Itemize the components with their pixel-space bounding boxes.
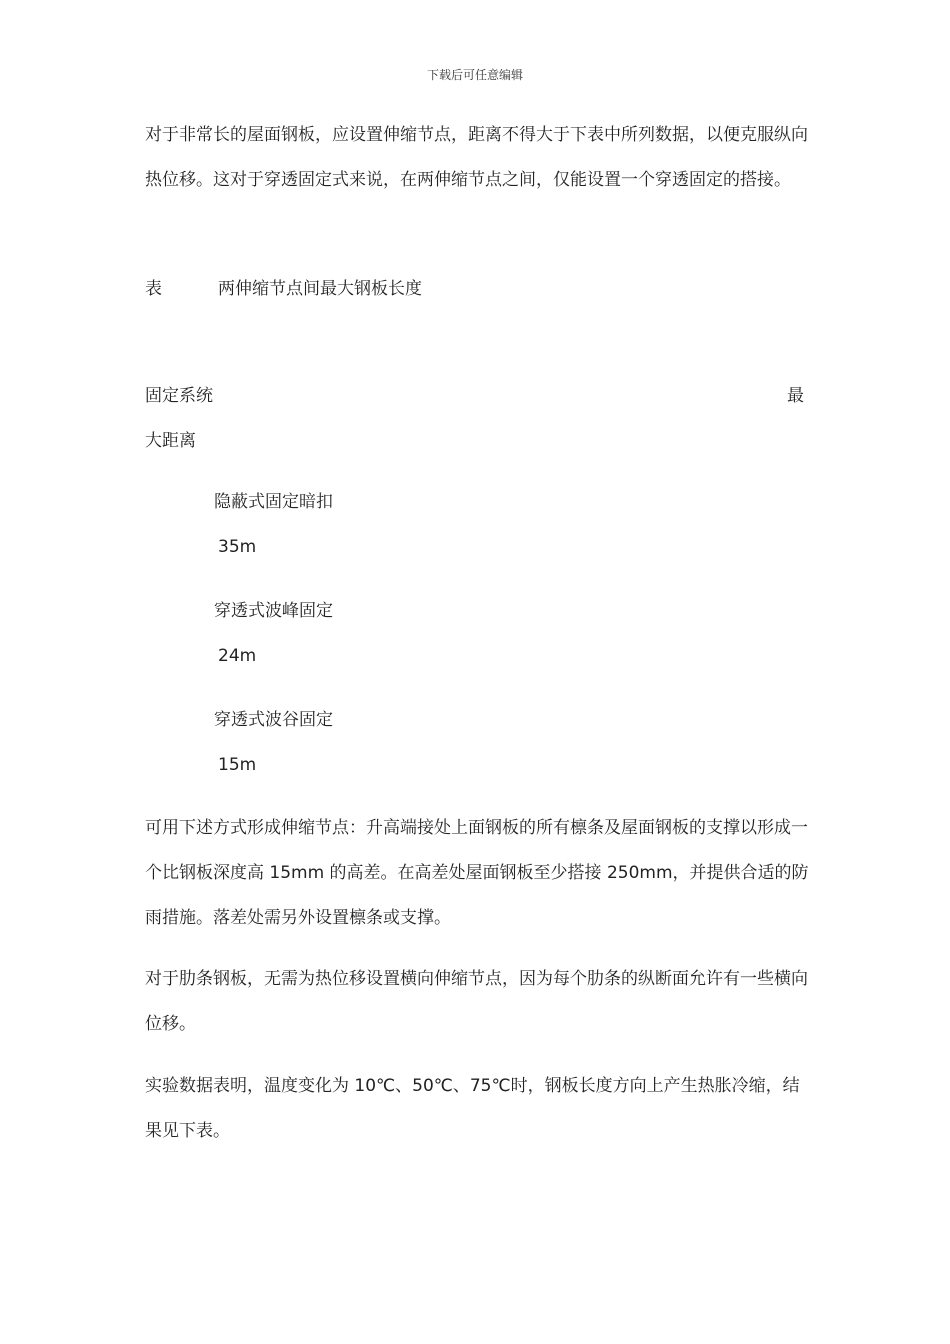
table-row-system: 穿透式波谷固定 (214, 710, 333, 730)
paragraph-joint-method: 可用下述方式形成伸缩节点：升高端接处上面钢板的所有檩条及屋面钢板的支撑以形成一个比钢板深度高 15mm 的高差。在高差处屋面钢板至少搭接 250mm，并提供合适的防雨措施。落差处需另外设置檩条或支撑。 (145, 818, 809, 928)
table-row-distance: 35m (218, 537, 257, 557)
table-row-distance: 24m (218, 646, 257, 666)
table-caption-label: 表 (145, 279, 162, 299)
column-header-system: 固定系统 (145, 386, 213, 406)
paragraph-expansion-joints: 对于非常长的屋面钢板，应设置伸缩节点，距离不得大于下表中所列数据，以便克服纵向热位移。这对于穿透固定式来说，在两伸缩节点之间，仅能设置一个穿透固定的搭接。 (145, 125, 808, 190)
table-row-distance: 15m (218, 755, 257, 775)
column-header-distance-part2: 大距离 (145, 431, 196, 451)
table-caption-title: 两伸缩节点间最大钢板长度 (218, 279, 422, 299)
table-row-system: 隐蔽式固定暗扣 (214, 492, 333, 512)
table-row-system: 穿透式波峰固定 (214, 601, 333, 621)
page-header: 下载后可任意编辑 (426, 68, 523, 82)
paragraph-ribbed-sheet: 对于肋条钢板，无需为热位移设置横向伸缩节点，因为每个肋条的纵断面允许有一些横向位移。 (145, 969, 808, 1034)
column-header-distance-part1: 最 (787, 386, 804, 406)
paragraph-experiment: 实验数据表明，温度变化为 10℃、50℃、75℃时，钢板长度方向上产生热胀冷缩，结果见下表。 (145, 1076, 800, 1141)
